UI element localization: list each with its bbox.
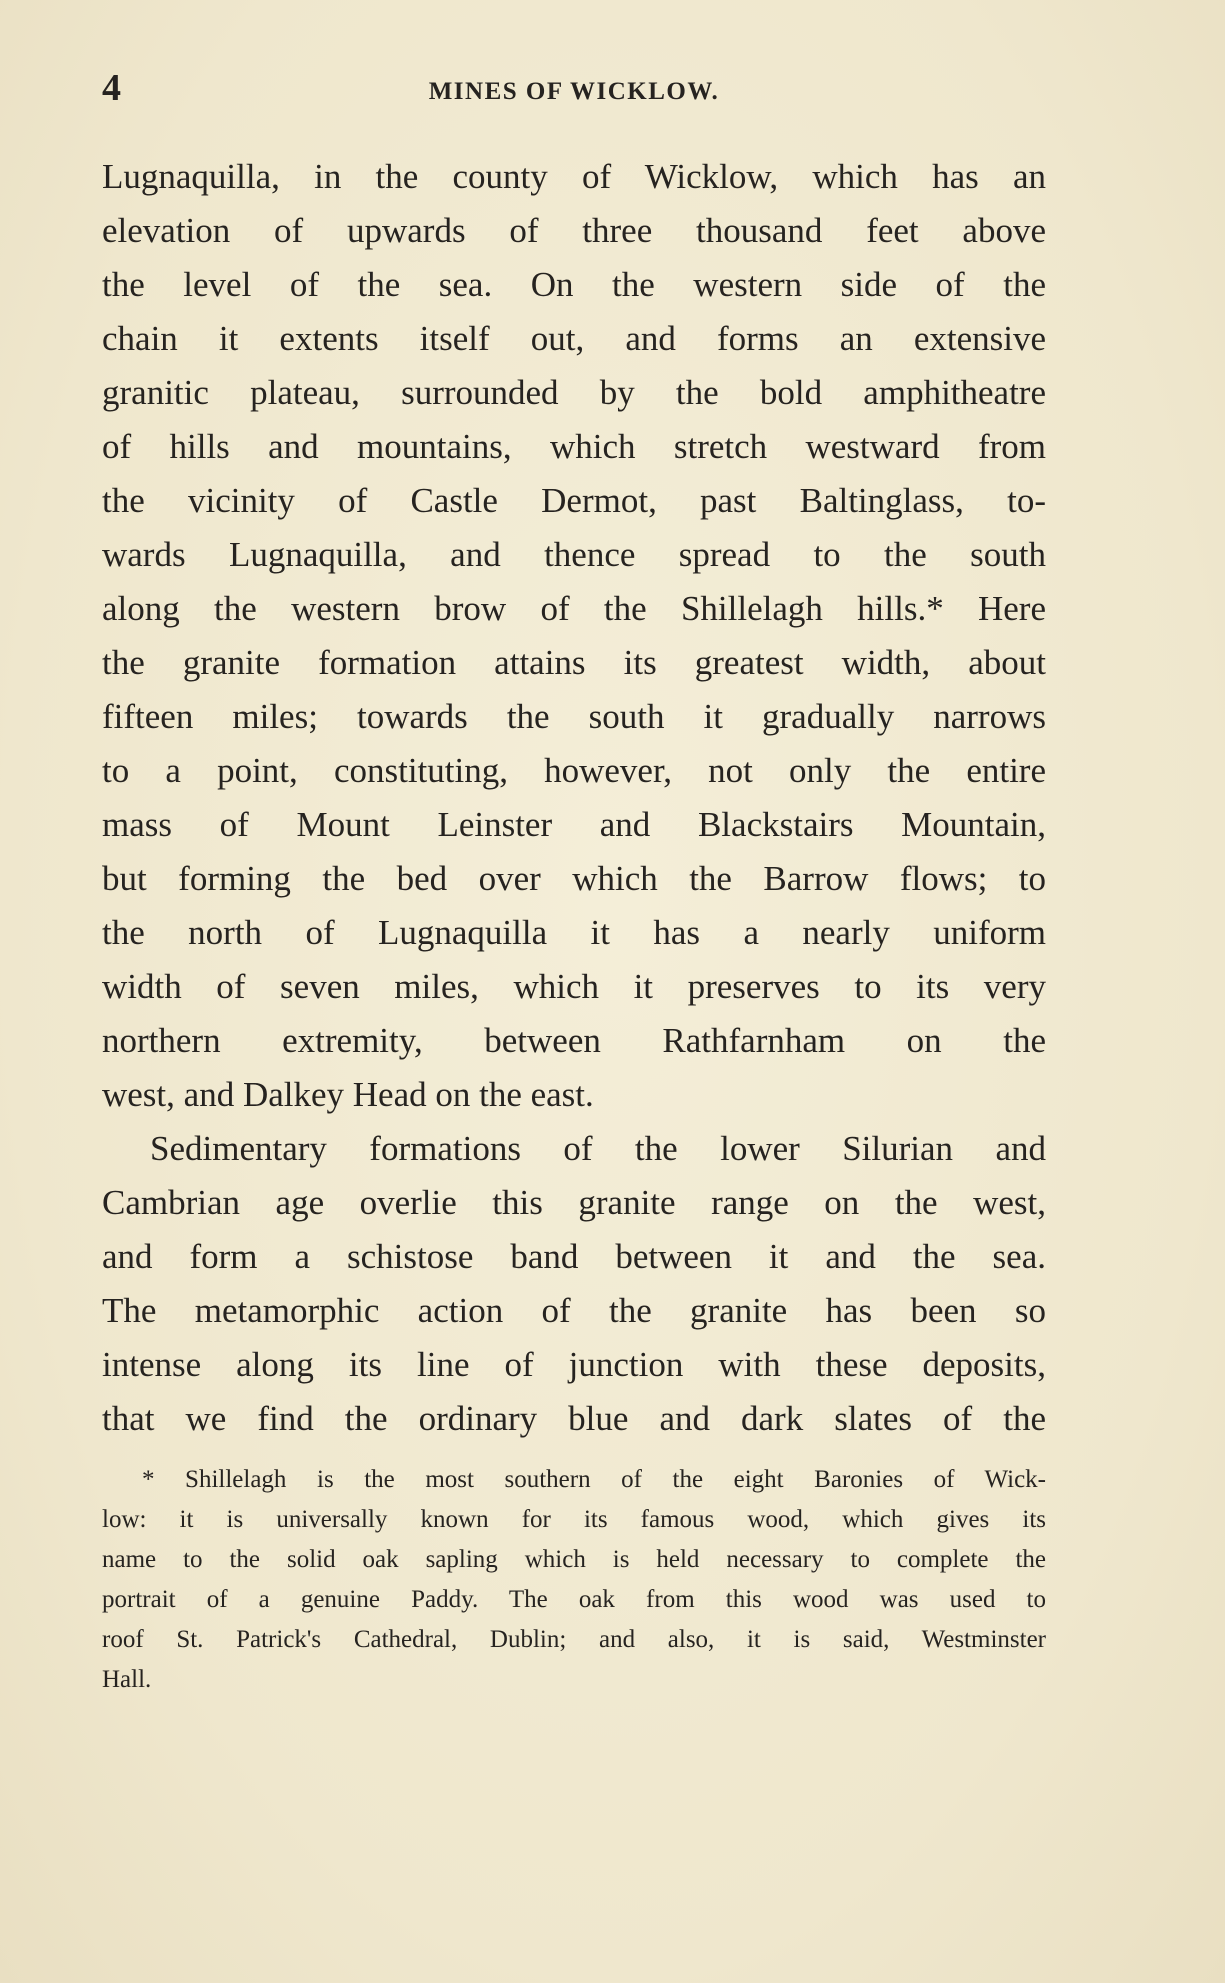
text-line: chain it extents itself out, and forms an extensive [102,319,1046,358]
text-line: to a point, constituting, however, not only the entire [102,751,1046,790]
text-line: northern extremity, between Rathfarnham on the [102,1021,1046,1060]
text-line: of hills and mountains, which stretch westward from [102,427,1046,466]
page-number: 4 [102,67,121,109]
text-line: fifteen miles; towards the south it gradually narrows [102,697,1046,736]
text-line: The metamorphic action of the granite has been so [102,1291,1046,1330]
footnote-line: low: it is universally known for its famous wood, which gives its [102,1506,1046,1533]
text-line: Cambrian age overlie this granite range on the west, [102,1183,1046,1222]
text-line: along the western brow of the Shillelagh hills.* Here [102,589,1046,628]
text-line: and form a schistose band between it and the sea. [102,1237,1046,1276]
text-line: the level of the sea. On the western side of the [102,265,1046,304]
text-line: but forming the bed over which the Barrow flows; to [102,859,1046,898]
text-line: width of seven miles, which it preserves to its very [102,967,1046,1006]
footnote-line: name to the solid oak sapling which is held necessary to complete the [102,1546,1046,1573]
footnote-line: portrait of a genuine Paddy. The oak from this wood was used to [102,1586,1046,1613]
text-line: granitic plateau, surrounded by the bold amphitheatre [102,373,1046,412]
main-text [102,150,1046,1446]
text-line: intense along its line of junction with these deposits, [102,1345,1046,1384]
footnote-line: roof St. Patrick's Cathedral, Dublin; and also, it is said, Westminster [102,1626,1046,1653]
page-header [102,66,1046,116]
paragraph-start-line: Sedimentary formations of the lower Silurian and [150,1129,1046,1168]
text-line: the granite formation attains its greatest width, about [102,643,1046,682]
text-line: the north of Lugnaquilla it has a nearly uniform [102,913,1046,952]
text-line: Lugnaquilla, in the county of Wicklow, which has an [102,157,1046,196]
footnote-line: Hall. [102,1666,152,1693]
footnote-line: * Shillelagh is the most southern of the eight Baronies of Wick- [142,1466,1046,1493]
text-line: elevation of upwards of three thousand feet above [102,211,1046,250]
text-line: wards Lugnaquilla, and thence spread to the south [102,535,1046,574]
running-head: MINES OF WICKLOW. [428,78,720,105]
text-line: west, and Dalkey Head on the east. [102,1075,594,1114]
footnote [102,1460,1046,1700]
text-line: that we find the ordinary blue and dark slates of the [102,1399,1046,1438]
text-line: mass of Mount Leinster and Blackstairs Mountain, [102,805,1046,844]
text-line: the vicinity of Castle Dermot, past Baltinglass, to- [102,481,1046,520]
